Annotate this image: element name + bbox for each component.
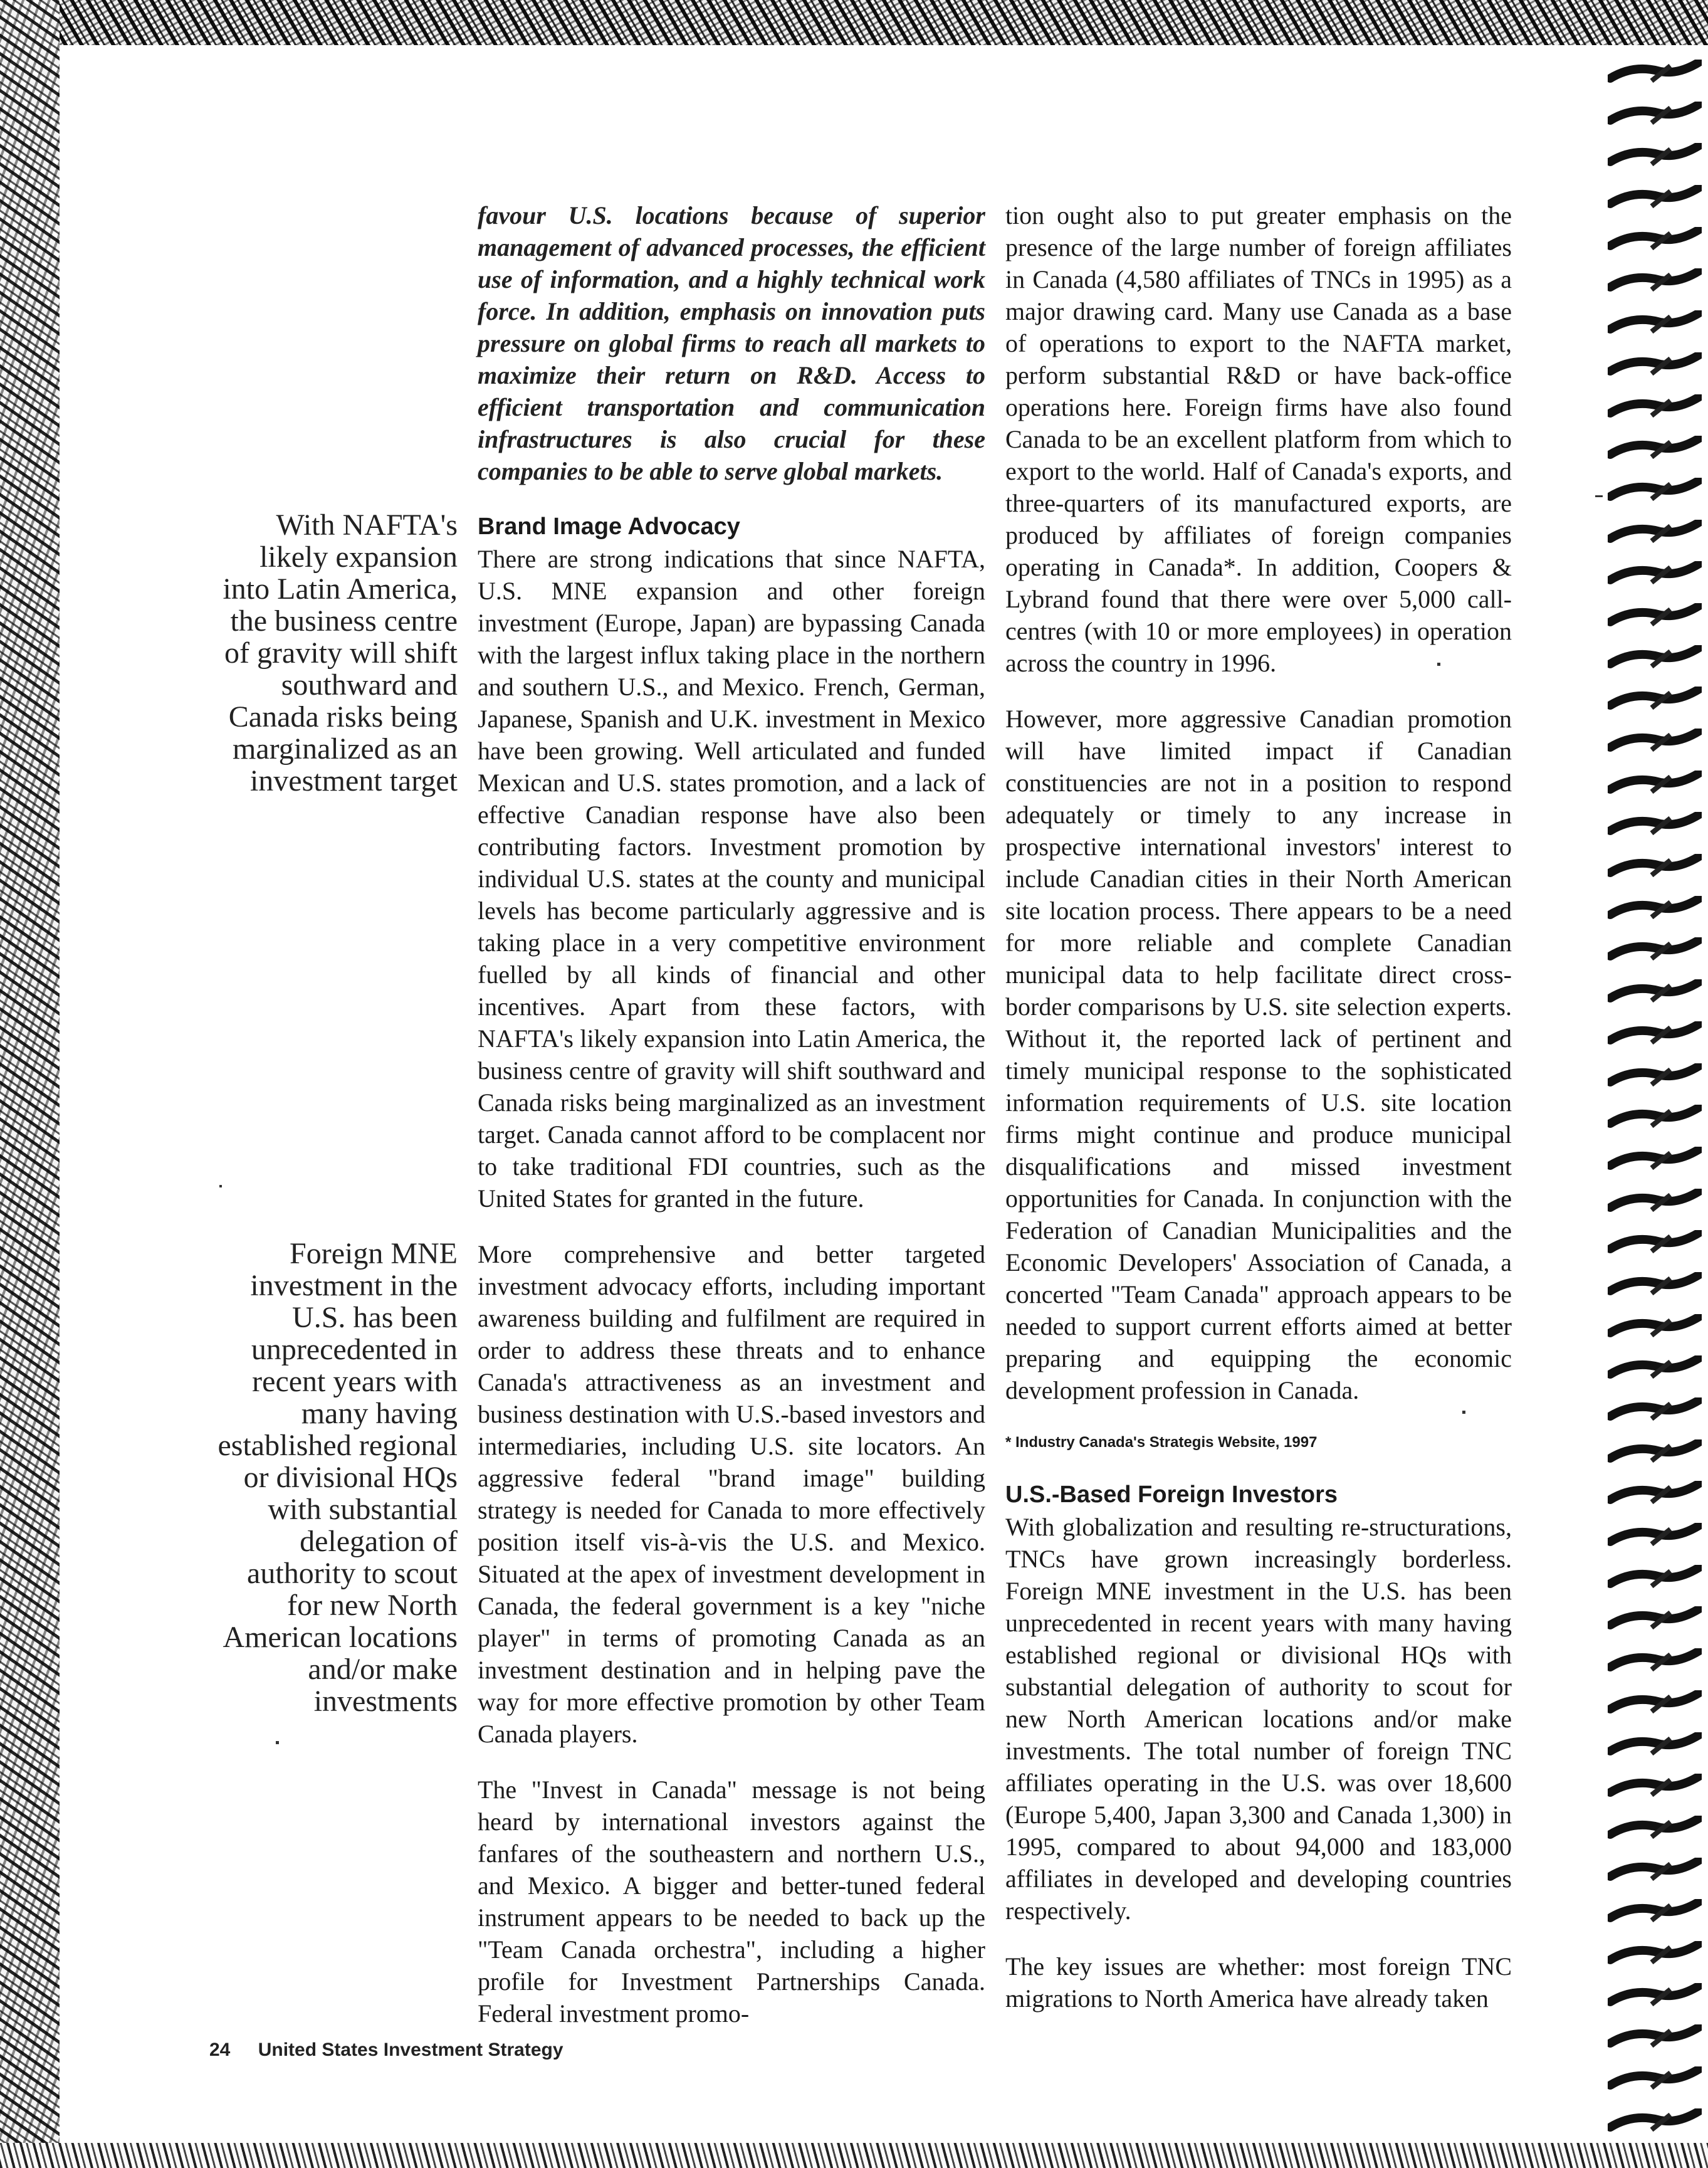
spiral-coil bbox=[1608, 1606, 1702, 1633]
brand-image-heading: Brand Image Advocacy bbox=[478, 513, 740, 540]
spiral-coil bbox=[1608, 1983, 1702, 2009]
right-column bbox=[1005, 199, 1512, 2014]
spiral-coil bbox=[1608, 2066, 1702, 2093]
spiral-coil bbox=[1608, 771, 1702, 797]
spiral-coil bbox=[1608, 1189, 1702, 1215]
spiral-coil bbox=[1608, 1105, 1702, 1131]
middle-column bbox=[478, 199, 985, 2029]
spiral-coil bbox=[1608, 185, 1702, 211]
spiral-coil bbox=[1608, 1523, 1702, 1549]
spiral-coil bbox=[1608, 854, 1702, 880]
spiral-coil bbox=[1608, 268, 1702, 295]
scan-edge-bottom bbox=[0, 2143, 1708, 2168]
spiral-coil bbox=[1608, 1941, 1702, 1967]
spiral-coil bbox=[1608, 1397, 1702, 1424]
spiral-coil bbox=[1608, 102, 1702, 128]
spiral-coil bbox=[1608, 1732, 1702, 1759]
pull-quote-foreign-mne: Foreign MNE investment in the U.S. has been unprecedented in recent years with many having established regional or divisional HQs with substantial delegation of authority to scout for new North American locations and/or make investments bbox=[217, 1237, 458, 1718]
right-paragraph-1: tion ought also to put greater emphasis on the presence of the large number of foreign affiliates in Canada (4,580 affiliates of TNCs in 1995) as a major drawing card. Many use Canada as a base of operations to export to the NAFTA market, perform substantial R&D or have back-office operations here. Foreign firms have also found Canada to be an excellent platform from which to export to the world. Half of Canada's exports, and three-quarters of its manufactured exports, are produced by affiliates of foreign companies operating in Canada*. In addition, Coopers & Lybrand found that there were over 5,000 call-centres (with 10 or more employees) in operation across the country in 1996. bbox=[1005, 201, 1512, 677]
brand-paragraph-1: There are strong indications that since NAFTA, U.S. MNE expansion and other foreign investment (Europe, Japan) are bypassing Canada with the largest influx taking place in the northern and southern U.S., and Mexico. French, German, Japanese, Spanish and U.K. investment in Mexico have been growing. Well articulated and funded Mexican and U.S. states promotion, and a lack of effective Canadian response have also been contributing factors. Investment promotion by individual U.S. states at the county and municipal levels has become particularly aggressive and is taking place in a very competitive environment fuelled by all kinds of financial and other incentives. Apart from these factors, with NAFTA's likely expansion into Latin America, the business centre of gravity will shift southward and Canada risks being marginalized as an investment target. Canada cannot afford to be complacent nor to take traditional FDI countries, such as the United States for granted in the future. bbox=[478, 545, 985, 1213]
spiral-coil bbox=[1608, 478, 1702, 504]
scan-edge-left bbox=[0, 0, 60, 2168]
investors-paragraph-2: The key issues are whether: most foreign TNC migrations to North America have already taken bbox=[1005, 1952, 1512, 2013]
spiral-coil bbox=[1608, 687, 1702, 713]
spiral-coil bbox=[1608, 520, 1702, 546]
spiral-coil bbox=[1608, 1565, 1702, 1591]
spiral-coil bbox=[1608, 1439, 1702, 1466]
scan-speck bbox=[276, 1741, 279, 1744]
spiral-coil bbox=[1608, 729, 1702, 755]
spiral-coil bbox=[1608, 227, 1702, 253]
spiral-coil bbox=[1608, 979, 1702, 1006]
investors-paragraph-1: With globalization and resulting re-structurations, TNCs have grown increasingly borderless. Foreign MNE investment in the U.S. has been unprecedented in recent years with many having established regional or divisional HQs with substantial delegation of authority to scout for new North American locations and/or make investments. The total number of foreign TNC affiliates operating in the U.S. was over 18,600 (Europe 5,400, Japan 3,300 and Canada 1,300) in 1995, compared to about 94,000 and 183,000 affiliates in developed and developing countries respectively. bbox=[1005, 1513, 1512, 1925]
spiral-coil bbox=[1608, 310, 1702, 337]
scan-speck bbox=[219, 1185, 222, 1187]
scan-edge-top bbox=[0, 0, 1708, 45]
spiral-coil bbox=[1608, 2024, 1702, 2051]
spiral-coil bbox=[1608, 1481, 1702, 1507]
spiral-coil bbox=[1608, 1272, 1702, 1298]
publication-title: United States Investment Strategy bbox=[258, 2039, 563, 2060]
page-number: 24 bbox=[209, 2039, 231, 2060]
spiral-coil bbox=[1608, 937, 1702, 964]
spiral-coil bbox=[1608, 896, 1702, 922]
spiral-coil bbox=[1608, 60, 1702, 86]
spiral-coil bbox=[1608, 143, 1702, 169]
spiral-binding bbox=[1608, 60, 1702, 2135]
spiral-coil bbox=[1608, 2108, 1702, 2135]
spiral-coil bbox=[1608, 812, 1702, 838]
right-paragraph-2: However, more aggressive Canadian promotion will have limited impact if Canadian constituencies are not in a position to respond adequately or timely to any increase in prospective international investors' interest to include Canadian cities in their North American site location process. There appears to be a need for more reliable and complete Canadian municipal data to help facilitate direct cross-border comparisons by U.S. site selection experts. Without it, the reported lack of pertinent and timely municipal response to the sophisticated information requirements of U.S. site location firms might continue and produce municipal disqualifications and missed investment opportunities for Canada. In conjunction with the Federation of Canadian Municipalities and the Economic Developers' Association of Canada, a concerted "Team Canada" approach appears to be needed to support current efforts aimed at better preparing and equipping the economic development profession in Canada. bbox=[1005, 705, 1512, 1404]
spiral-coil bbox=[1608, 1899, 1702, 1925]
spiral-coil bbox=[1608, 561, 1702, 587]
spiral-coil bbox=[1608, 1063, 1702, 1090]
spiral-coil bbox=[1608, 1355, 1702, 1382]
spiral-coil bbox=[1608, 352, 1702, 379]
spiral-coil bbox=[1608, 1690, 1702, 1717]
spiral-coil bbox=[1608, 1021, 1702, 1048]
page-footer bbox=[209, 2039, 563, 2061]
footnote: * Industry Canada's Strategis Website, 1997 bbox=[1005, 1434, 1318, 1451]
spiral-coil bbox=[1608, 1314, 1702, 1340]
spiral-coil bbox=[1608, 1648, 1702, 1675]
spiral-coil bbox=[1608, 436, 1702, 462]
spiral-coil bbox=[1608, 394, 1702, 421]
spiral-coil bbox=[1608, 1774, 1702, 1800]
scan-speck bbox=[1437, 663, 1440, 666]
spiral-coil bbox=[1608, 645, 1702, 671]
spiral-coil bbox=[1608, 1147, 1702, 1173]
brand-paragraph-3: The "Invest in Canada" message is not being heard by international investors against the fanfares of the southeastern and northern U.S., and Mexico. A bigger and better-tuned federal instrument appears to be needed to back up the "Team Canada orchestra", including a higher profile for Investment Partnerships Canada. Federal investment promo- bbox=[478, 1776, 985, 2028]
brand-paragraph-2: More comprehensive and better targeted investment advocacy efforts, including important awareness building and fulfilment are required in order to address these threats and to enhance Canada's attractiveness as an investment and business destination with U.S.-based investors and intermediaries, including U.S. site locators. An aggressive federal "brand image" building strategy is needed for Canada to more effectively position itself vis-à-vis the U.S. and Mexico. Situated at the apex of investment development in Canada, the federal government is a key "niche player" in terms of promoting Canada as an investment destination and in helping pave the way for more effective promotion by other Team Canada players. bbox=[478, 1240, 985, 1748]
spiral-coil bbox=[1608, 603, 1702, 629]
scan-speck bbox=[1462, 1411, 1465, 1414]
intro-italic-paragraph: favour U.S. locations because of superior management of advanced processes, the efficient use of information, and a highly technical work force. In addition, emphasis on innovation puts pressure on global firms to reach all markets to maximize their return on R&D. Access to efficient transportation and communication infrastructures is also crucial for these companies to be able to serve global markets. bbox=[478, 201, 985, 485]
scan-speck bbox=[1595, 495, 1603, 497]
us-investors-heading: U.S.-Based Foreign Investors bbox=[1005, 1481, 1338, 1508]
spiral-coil bbox=[1608, 1816, 1702, 1842]
spiral-coil bbox=[1608, 1230, 1702, 1256]
pull-quote-nafta: With NAFTA's likely expansion into Latin America, the business centre of gravity will shift southward and Canada risks being marginalized as an investment target bbox=[223, 508, 458, 797]
spiral-coil bbox=[1608, 1858, 1702, 1884]
